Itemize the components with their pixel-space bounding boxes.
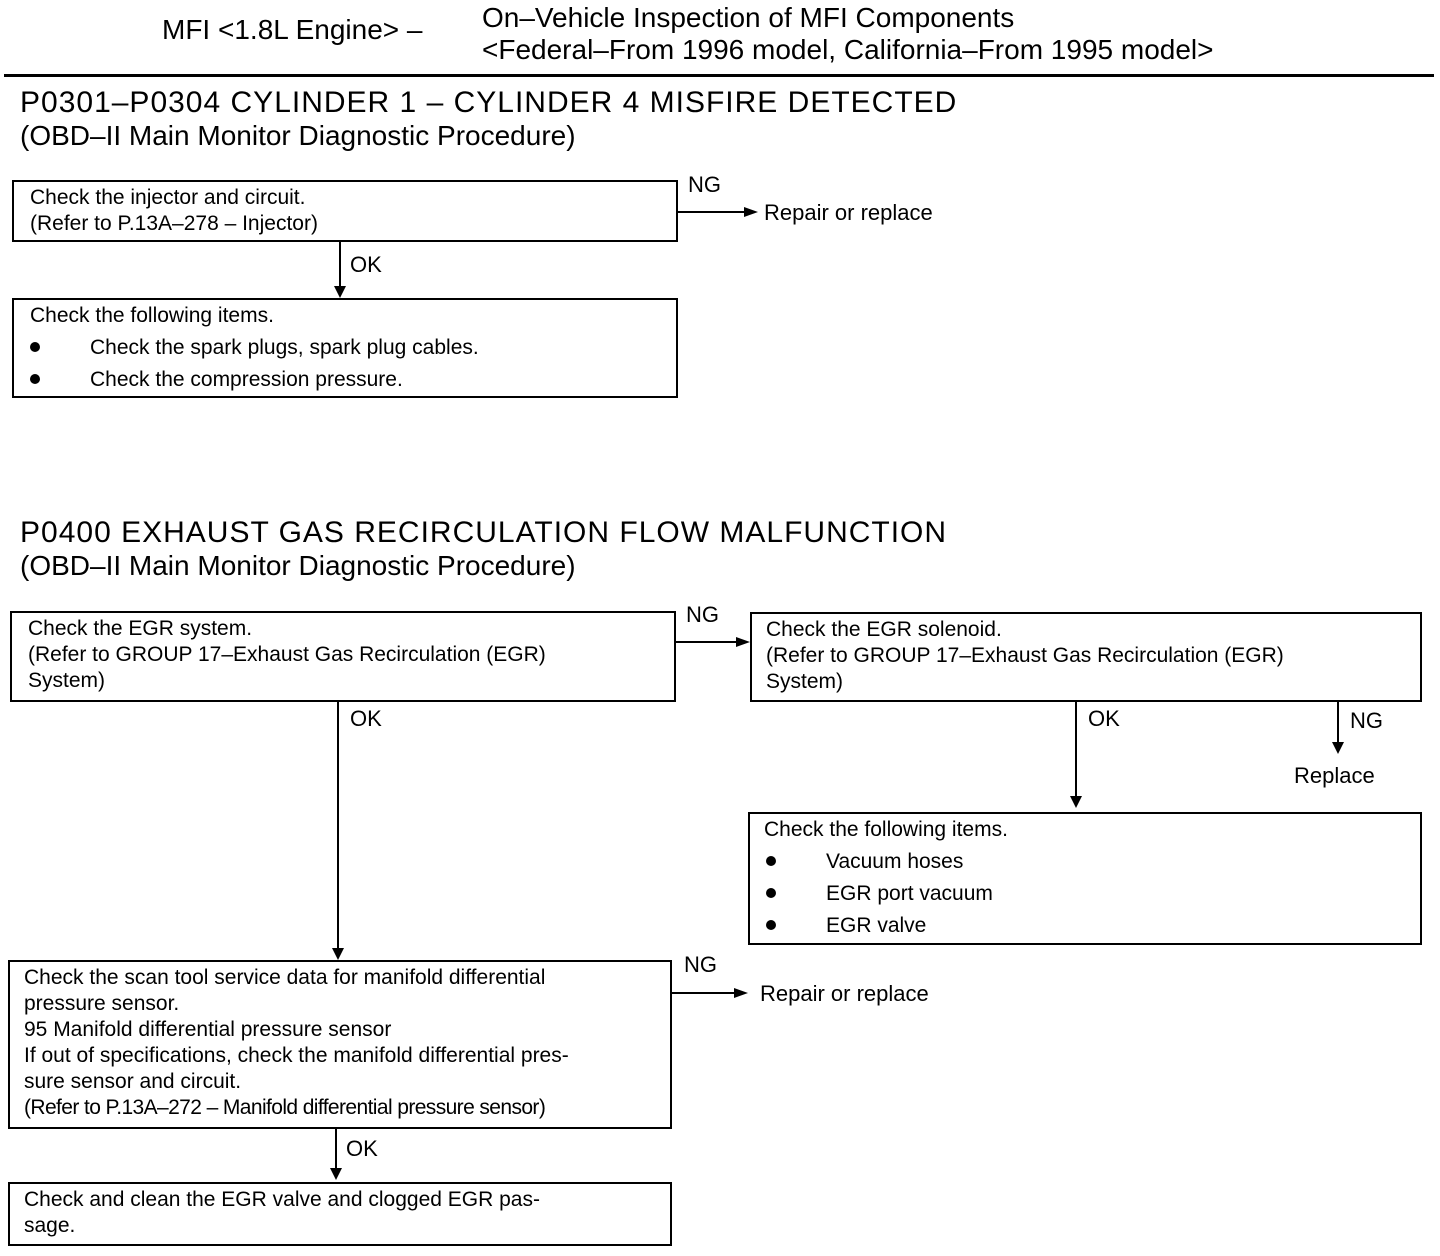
scan-tool-ng-arrow	[734, 988, 748, 998]
solenoid-ng-connector	[1337, 702, 1339, 744]
scan-tool-line-1: Check the scan tool service data for manifold differential	[24, 966, 546, 989]
solenoid-ng-label: NG	[1350, 708, 1383, 733]
injector-ok-connector	[339, 242, 341, 288]
egr-system-ok-connector	[337, 702, 339, 952]
injector-ok-arrow	[334, 286, 346, 298]
scan-tool-ng-result: Repair or replace	[760, 981, 929, 1006]
header-divider	[4, 74, 1434, 77]
egr-system-ok-label: OK	[350, 706, 382, 731]
scan-tool-box	[8, 960, 672, 1129]
scan-tool-line-6: (Refer to P.13A–272 – Manifold differential pressure sensor)	[24, 1096, 546, 1119]
injector-ng-result: Repair or replace	[764, 200, 933, 225]
final-check-line-1: Check and clean the EGR valve and clogged EGR pas-	[24, 1188, 540, 1211]
final-check-line-2: sage.	[24, 1214, 76, 1237]
scan-tool-ok-label: OK	[346, 1136, 378, 1161]
scan-tool-ng-connector	[672, 992, 738, 994]
section1-title: P0301–P0304 CYLINDER 1 – CYLINDER 4 MISFIRE DETECTED	[20, 86, 958, 119]
scan-tool-ok-connector	[335, 1129, 337, 1170]
items-check-box-2	[748, 812, 1422, 945]
item-compression-text: Check the compression pressure.	[90, 368, 403, 391]
injector-check-box	[12, 180, 678, 242]
scan-tool-ng-label: NG	[684, 952, 717, 977]
egr-system-line-3: System)	[28, 669, 106, 692]
scan-tool-line-2: pressure sensor.	[24, 992, 180, 1015]
header-right-line1: On–Vehicle Inspection of MFI Components	[482, 2, 1015, 33]
items-check-title-2: Check the following items.	[764, 818, 1008, 841]
section2-title: P0400 EXHAUST GAS RECIRCULATION FLOW MALFUNCTION	[20, 516, 948, 549]
item-vacuum-hoses	[764, 849, 1420, 875]
items-check-box-1	[12, 298, 678, 398]
solenoid-ok-arrow	[1070, 796, 1082, 808]
section2-subtitle: (OBD–II Main Monitor Diagnostic Procedure)	[20, 550, 576, 581]
header-right-line2: <Federal–From 1996 model, California–From 1995 model>	[482, 34, 1214, 65]
egr-system-line-1: Check the EGR system.	[28, 617, 253, 640]
solenoid-replace-label: Replace	[1294, 763, 1375, 788]
egr-system-ng-arrow	[736, 637, 750, 647]
item-egr-valve	[764, 913, 1420, 939]
items-check-title-1: Check the following items.	[30, 304, 274, 327]
egr-system-line-2: (Refer to GROUP 17–Exhaust Gas Recirculation (EGR)	[28, 643, 546, 666]
injector-ng-connector	[678, 211, 748, 213]
scan-tool-line-3: 95 Manifold differential pressure sensor	[24, 1018, 392, 1041]
scan-tool-ok-arrow	[330, 1168, 342, 1180]
scan-tool-line-4: If out of specifications, check the manifold differential pres-	[24, 1044, 569, 1067]
egr-system-box	[10, 611, 676, 702]
solenoid-ok-label: OK	[1088, 706, 1120, 731]
egr-solenoid-box	[750, 612, 1422, 702]
item-spark-plugs	[30, 335, 676, 361]
injector-ok-label: OK	[350, 252, 382, 277]
section1-subtitle: (OBD–II Main Monitor Diagnostic Procedure)	[20, 120, 576, 151]
injector-ng-arrow	[744, 207, 758, 217]
final-check-box	[8, 1182, 672, 1246]
header-left: MFI <1.8L Engine> –	[162, 14, 423, 45]
item-compression	[30, 367, 676, 393]
egr-system-ng-connector	[676, 641, 738, 643]
item-egr-port-vacuum-text: EGR port vacuum	[826, 882, 993, 905]
item-spark-plugs-text: Check the spark plugs, spark plug cables.	[90, 336, 479, 359]
egr-solenoid-line-1: Check the EGR solenoid.	[766, 618, 1002, 641]
egr-system-ng-label: NG	[686, 602, 719, 627]
solenoid-ng-arrow	[1332, 742, 1344, 754]
injector-ng-label: NG	[688, 172, 721, 197]
injector-check-line-1: Check the injector and circuit.	[30, 186, 306, 209]
scan-tool-line-5: sure sensor and circuit.	[24, 1070, 242, 1093]
egr-system-ok-arrow	[332, 948, 344, 960]
item-vacuum-hoses-text: Vacuum hoses	[826, 850, 964, 873]
solenoid-ok-connector	[1075, 702, 1077, 798]
egr-solenoid-line-2: (Refer to GROUP 17–Exhaust Gas Recirculation (EGR)	[766, 644, 1284, 667]
egr-solenoid-line-3: System)	[766, 670, 844, 693]
injector-check-line-2: (Refer to P.13A–278 – Injector)	[30, 212, 318, 235]
item-egr-port-vacuum	[764, 881, 1420, 907]
item-egr-valve-text: EGR valve	[826, 914, 927, 937]
